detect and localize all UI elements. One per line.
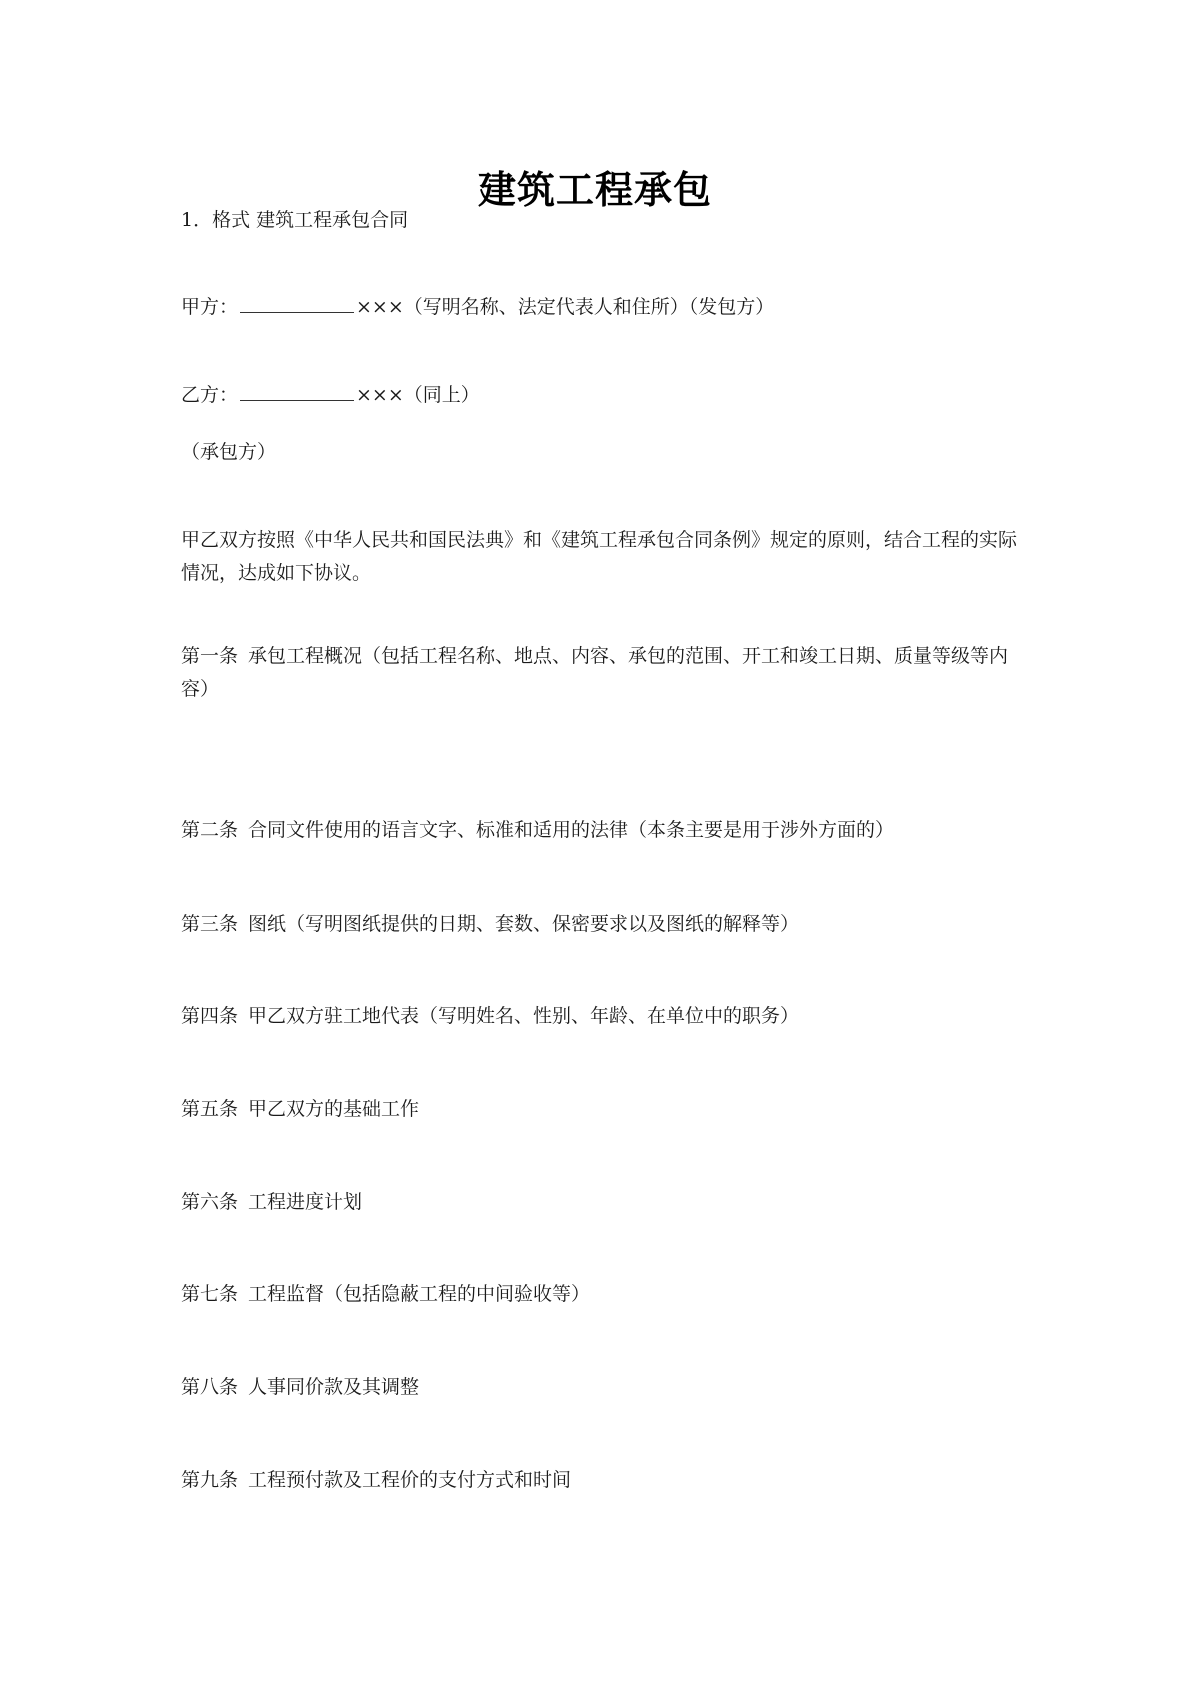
article-number: 第九条 <box>181 1469 239 1491</box>
article-text: 工程监督（包括隐蔽工程的中间验收等） <box>248 1283 591 1305</box>
article-6 <box>181 1186 362 1219</box>
article-text: 工程进度计划 <box>248 1191 363 1213</box>
party-a-blank-field <box>240 294 354 313</box>
party-b-label: 乙方： <box>181 384 239 406</box>
party-a-placeholder: ×××（写明名称、法定代表人和住所）（发包方） <box>356 296 775 318</box>
party-b-role: （承包方） <box>181 441 277 463</box>
article-text: 甲乙双方驻工地代表（写明姓名、性别、年龄、在单位中的职务） <box>248 1005 800 1027</box>
article-text: 工程预付款及工程价的支付方式和时间 <box>248 1469 572 1491</box>
article-7 <box>181 1278 590 1311</box>
article-number: 第三条 <box>181 913 239 935</box>
party-a-line <box>181 291 774 324</box>
article-number: 第一条 <box>181 645 239 667</box>
article-2 <box>181 814 894 847</box>
article-number: 第四条 <box>181 1005 239 1027</box>
article-number: 第八条 <box>181 1376 239 1398</box>
party-b-blank-field <box>240 382 354 401</box>
article-text: 人事同价款及其调整 <box>248 1376 420 1398</box>
party-a-label: 甲方： <box>181 296 239 318</box>
article-number: 第七条 <box>181 1283 239 1305</box>
article-3 <box>181 908 799 941</box>
article-1 <box>181 640 1021 706</box>
article-text: 承包工程概况（包括工程名称、地点、内容、承包的范围、开工和竣工日期、质量等级等内容） <box>181 645 1009 700</box>
article-9 <box>181 1464 571 1497</box>
document-title: 建筑工程承包 <box>477 167 712 212</box>
article-text: 合同文件使用的语言文字、标准和适用的法律（本条主要是用于涉外方面的） <box>248 819 895 841</box>
article-number: 第五条 <box>181 1098 239 1120</box>
preamble-paragraph: 甲乙双方按照《中华人民共和国民法典》和《建筑工程承包合同条例》规定的原则，结合工程的实际情况，达成如下协议。 <box>181 529 1018 584</box>
article-8 <box>181 1371 419 1404</box>
article-text: 图纸（写明图纸提供的日期、套数、保密要求以及图纸的解释等） <box>248 913 800 935</box>
party-b-placeholder: ×××（同上） <box>356 384 480 406</box>
document-subtitle: 1．格式 建筑工程承包合同 <box>181 209 409 231</box>
article-text: 甲乙双方的基础工作 <box>248 1098 420 1120</box>
article-number: 第二条 <box>181 819 239 841</box>
article-4 <box>181 1000 799 1033</box>
article-5 <box>181 1093 419 1126</box>
article-number: 第六条 <box>181 1191 239 1213</box>
party-b-line <box>181 379 480 412</box>
